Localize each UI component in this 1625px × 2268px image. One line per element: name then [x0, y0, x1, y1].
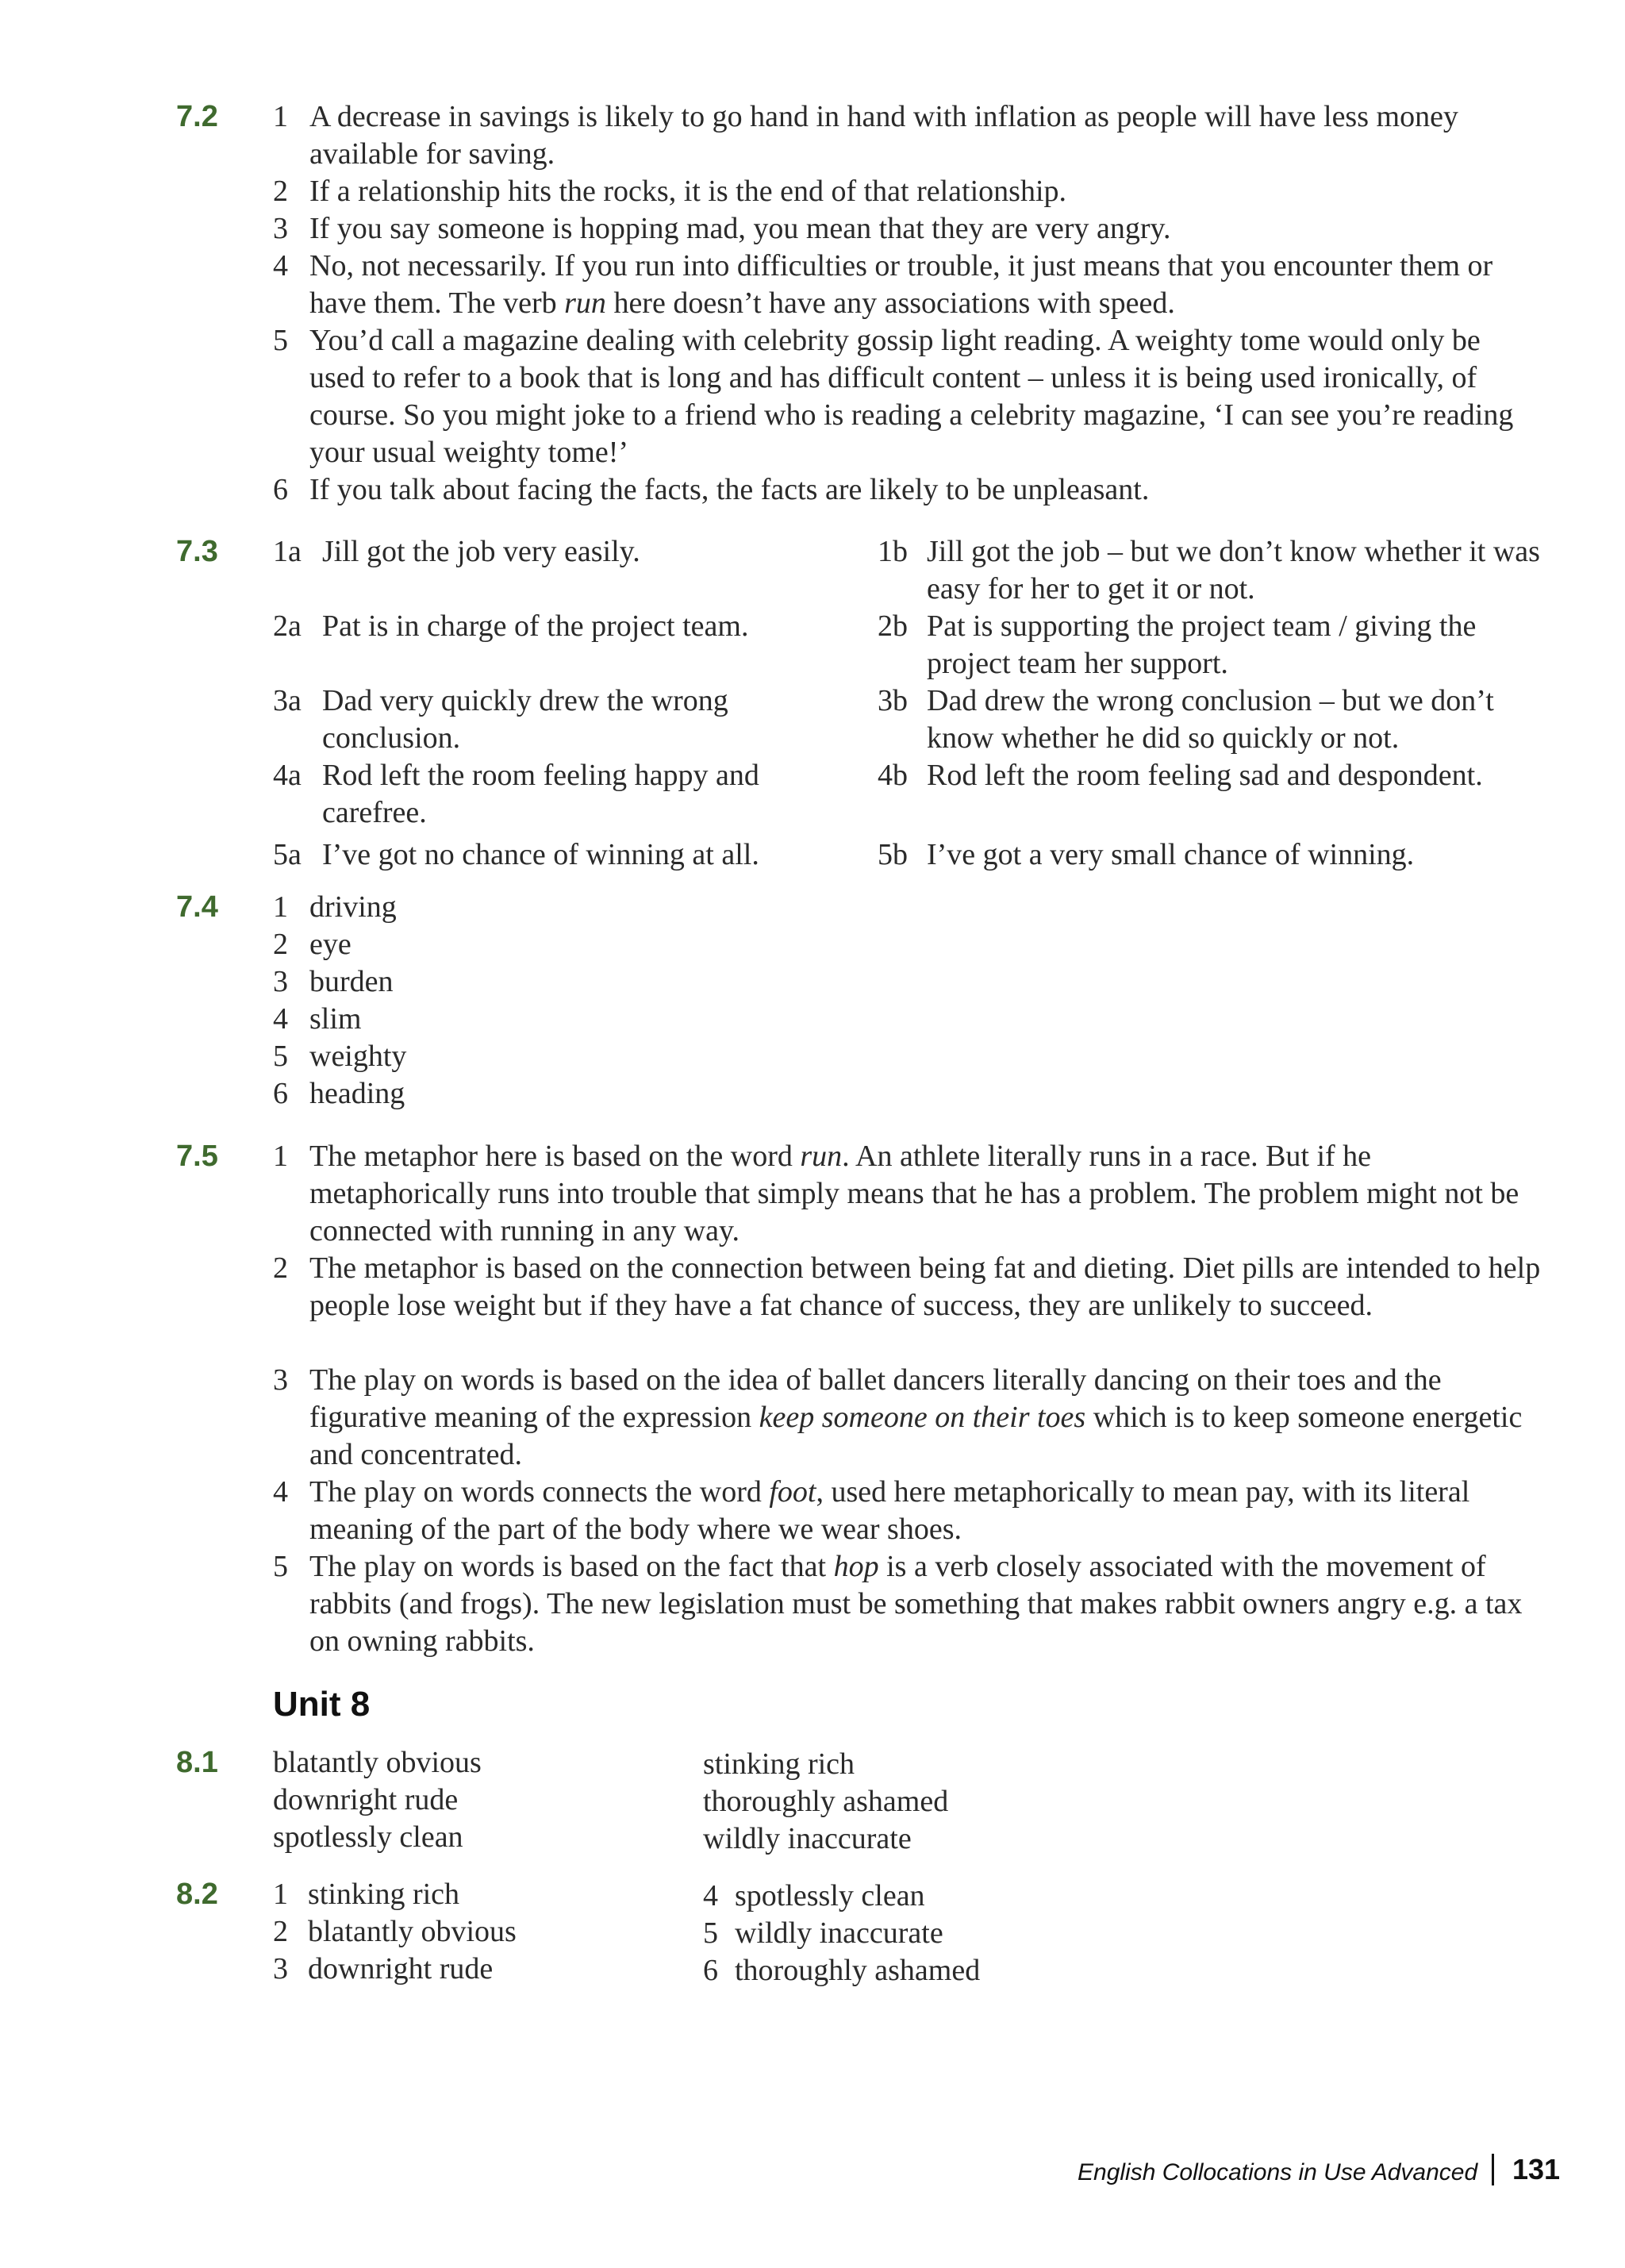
collocation: thoroughly ashamed: [703, 1785, 949, 1818]
collocation: stinking rich: [703, 1747, 855, 1781]
item-text: I’ve got no chance of winning at all.: [322, 838, 759, 871]
section-number-7-2: 7.2: [176, 100, 218, 133]
answer-8-2-2: [273, 1913, 654, 1951]
item-text: The metaphor is based on the connection between being fat and dieting. Diet pills are intended to help people lose weight but if they have a fat chance of success, they are unlikely to succeed.: [309, 1251, 1541, 1322]
item-text: Dad very quickly drew the wrong conclusion.: [322, 684, 728, 755]
item-text: heading: [309, 1077, 405, 1110]
answer-7-4-2: [273, 926, 1542, 963]
item-number: 1: [273, 1140, 288, 1173]
item-number: 3: [273, 1952, 288, 1985]
item-text: Jill got the job – but we don’t know whether it was easy for her to get it or not.: [927, 535, 1540, 605]
item-number: 1: [273, 1878, 288, 1911]
answer-7-3-4b: [878, 757, 1592, 794]
item-number: 5b: [878, 838, 908, 871]
item-number: 6: [273, 473, 288, 506]
item-text: Pat is in charge of the project team.: [322, 609, 749, 643]
item-number: 1a: [273, 535, 302, 568]
item-number: 5: [273, 1550, 288, 1583]
item-number: 3: [273, 965, 288, 998]
item-number: 3: [273, 212, 288, 245]
answer-7-4-5: [273, 1038, 1542, 1075]
answer-8-2-6: [703, 1952, 1116, 1989]
answer-7-5-2: [273, 1250, 1542, 1324]
item-number: 5: [273, 324, 288, 357]
item-number: 2b: [878, 609, 908, 643]
answer-7-2-6: [273, 471, 1542, 509]
item-text: Rod left the room feeling happy and carefree.: [322, 759, 759, 829]
answer-8-2-3: [273, 1951, 654, 1988]
answer-7-4-6: [273, 1075, 1542, 1113]
item-number: 4: [273, 1002, 288, 1036]
italic-term: hop: [833, 1550, 879, 1583]
item-text: If you talk about facing the facts, the facts are likely to be unpleasant.: [309, 473, 1150, 506]
item-number: 3a: [273, 684, 302, 717]
answer-7-3-3b: [878, 682, 1560, 757]
item-number: 4: [273, 249, 288, 283]
item-text: The play on words is based on the fact that hop is a verb closely associated with the movement of rabbits (and frogs). The new legislation must be something that makes rabbit owners angry e.g. a tax on owning rabbits.: [309, 1550, 1523, 1658]
item-text: Pat is supporting the project team / giving the project team her support.: [927, 609, 1477, 680]
italic-term: run: [564, 286, 606, 320]
item-text: The metaphor here is based on the word run. An athlete literally runs in a race. But if he metaphorically runs into trouble that simply means that he has a problem. The problem might not be connected with running in any way.: [309, 1140, 1519, 1247]
section-number-7-4: 7.4: [176, 890, 218, 924]
answer-7-4-3: [273, 963, 1542, 1001]
item-text: The play on words is based on the idea of ballet dancers literally dancing on their toes and the figurative meaning of the expression keep someone on their toes which is to keep someone energetic and concentrated.: [309, 1363, 1523, 1471]
answer-7-3-2a: [273, 608, 844, 645]
answer-7-2-2: [273, 173, 1542, 210]
book-title-footer: English Collocations in Use Advanced: [1078, 2159, 1478, 2185]
item-text: Jill got the job very easily.: [322, 535, 640, 568]
footer-divider: [1492, 2154, 1494, 2185]
item-text: thoroughly ashamed: [735, 1954, 981, 1987]
answer-7-3-1b: [878, 533, 1560, 608]
collocation: blatantly obvious: [273, 1746, 482, 1779]
collocation: spotlessly clean: [273, 1820, 463, 1854]
answer-7-4-4: [273, 1001, 1542, 1038]
answer-7-5-1: [273, 1138, 1542, 1250]
answer-7-3-5b: [878, 836, 1560, 874]
answer-7-3-2b: [878, 608, 1560, 682]
item-number: 4: [703, 1879, 718, 1912]
item-text: blatantly obvious: [308, 1915, 517, 1948]
item-text: downright rude: [308, 1952, 494, 1985]
answer-7-3-5a: [273, 836, 844, 874]
answer-7-2-1: [273, 98, 1542, 173]
answer-7-4-1: [273, 889, 1542, 926]
item-number: 1: [273, 100, 288, 133]
item-number: 2: [273, 1915, 288, 1948]
italic-term: keep someone on their toes: [759, 1401, 1086, 1434]
section-number-8-2: 8.2: [176, 1878, 218, 1911]
answer-7-2-5: [273, 322, 1542, 471]
item-number: 2: [273, 175, 288, 208]
item-text: No, not necessarily. If you run into difficulties or trouble, it just means that you encounter them or have them. The verb run here doesn’t have any associations with speed.: [309, 249, 1493, 320]
item-text: If you say someone is hopping mad, you mean that they are very angry.: [309, 212, 1171, 245]
item-text: burden: [309, 965, 394, 998]
item-number: 6: [273, 1077, 288, 1110]
item-text: spotlessly clean: [735, 1879, 925, 1912]
answer-8-2-1: [273, 1876, 654, 1913]
page-number: 131: [1512, 2153, 1561, 2185]
item-text: Rod left the room feeling sad and despondent.: [927, 759, 1483, 792]
item-number: 4a: [273, 759, 302, 792]
item-number: 1b: [878, 535, 908, 568]
italic-term: run: [800, 1140, 843, 1173]
collocation: downright rude: [273, 1783, 459, 1816]
item-number: 5: [273, 1040, 288, 1073]
collocation: wildly inaccurate: [703, 1822, 912, 1855]
item-text: The play on words connects the word foot, used here metaphorically to mean pay, with its literal meaning of the part of the body where we wear shoes.: [309, 1475, 1470, 1546]
item-text: If a relationship hits the rocks, it is the end of that relationship.: [309, 175, 1067, 208]
item-text: Dad drew the wrong conclusion – but we don’t know whether he did so quickly or not.: [927, 684, 1494, 755]
item-text: I’ve got a very small chance of winning.: [927, 838, 1415, 871]
section-number-8-1: 8.1: [176, 1746, 218, 1779]
item-number: 2: [273, 928, 288, 961]
answer-8-2-5: [703, 1915, 1116, 1952]
item-text: You’d call a magazine dealing with celebrity gossip light reading. A weighty tome would only be used to refer to a book that is long and has difficult content – unless it is being used ironically, of course. So you might joke to a friend who is reading a celebrity magazine, ‘I can see you’re reading your usual weighty tome!’: [309, 324, 1514, 469]
section-number-7-5: 7.5: [176, 1140, 218, 1173]
item-number: 5: [703, 1916, 718, 1950]
item-text: weighty: [309, 1040, 407, 1073]
answer-7-2-3: [273, 210, 1542, 248]
item-number: 2a: [273, 609, 302, 643]
answer-8-2-4: [703, 1878, 1116, 1915]
item-text: stinking rich: [308, 1878, 460, 1911]
answer-7-5-3: [273, 1362, 1542, 1474]
item-number: 2: [273, 1251, 288, 1285]
item-text: A decrease in savings is likely to go hand in hand with inflation as people will have less money available for saving.: [309, 100, 1458, 171]
item-number: 6: [703, 1954, 718, 1987]
item-number: 3: [273, 1363, 288, 1397]
answer-7-3-1a: [273, 533, 844, 571]
answer-7-3-4a: [273, 757, 844, 832]
item-text: eye: [309, 928, 352, 961]
answer-7-5-5: [273, 1548, 1542, 1660]
item-number: 4b: [878, 759, 908, 792]
item-text: driving: [309, 890, 397, 924]
item-text: slim: [309, 1002, 362, 1036]
item-number: 3b: [878, 684, 908, 717]
answer-7-2-4: [273, 248, 1542, 322]
section-number-7-3: 7.3: [176, 535, 218, 568]
unit-heading: Unit 8: [273, 1685, 371, 1724]
item-text: wildly inaccurate: [735, 1916, 943, 1950]
italic-term: foot: [769, 1475, 816, 1509]
answer-7-5-4: [273, 1474, 1542, 1548]
answer-7-3-3a: [273, 682, 844, 757]
item-number: 4: [273, 1475, 288, 1509]
item-number: 5a: [273, 838, 302, 871]
item-number: 1: [273, 890, 288, 924]
